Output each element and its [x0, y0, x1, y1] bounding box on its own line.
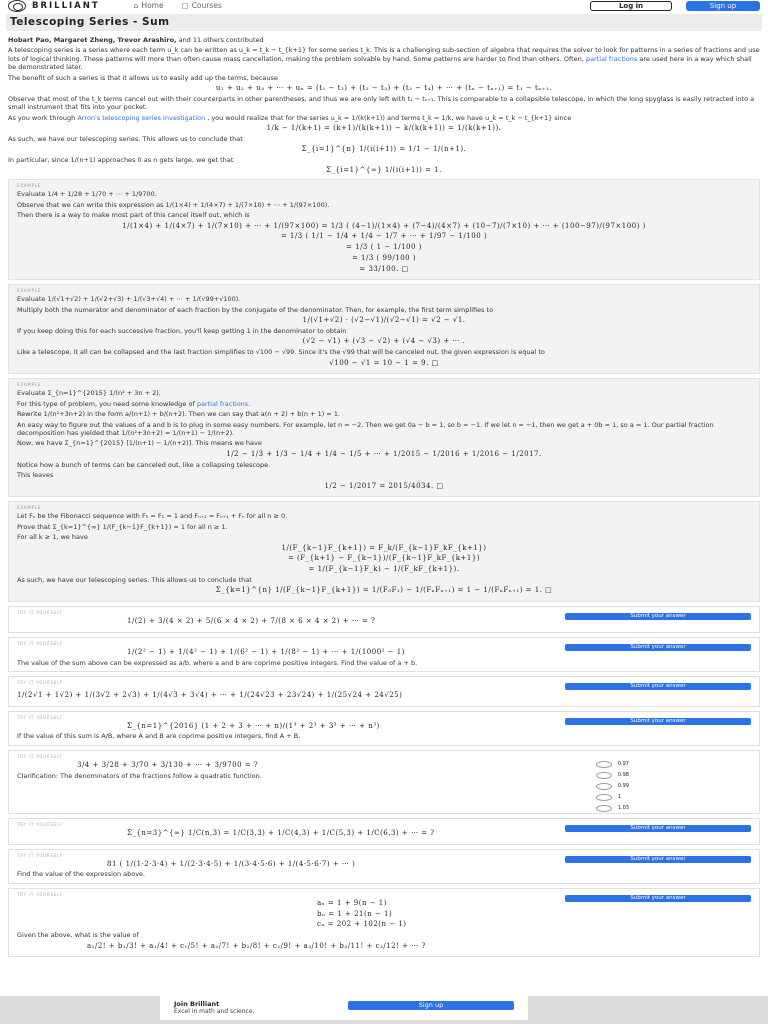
problem-label: TRY IT YOURSELF — [17, 753, 64, 759]
choice-label: 0.98 — [617, 772, 629, 779]
problem-equation: aₙ = 1 + 9(n − 1) — [317, 898, 387, 907]
nav-home-label: Home — [141, 1, 164, 11]
submit-answer-button[interactable]: Submit your answer — [565, 613, 751, 620]
problem-equation: 1/(2√1 + 1√2) + 1/(3√2 + 2√3) + 1/(4√3 + 3√4) + ⋯ + 1/(24√23 + 23√24) + 1/(25√24 + 24√25) — [17, 690, 403, 699]
problem-text: Given the above, what is the value of — [17, 931, 139, 940]
problem-label: TRY IT YOURSELF — [17, 679, 64, 685]
submit-answer-button[interactable]: Submit your answer — [565, 825, 751, 832]
problem-label: TRY IT YOURSELF — [17, 714, 64, 720]
choice-label: 0.97 — [617, 761, 629, 768]
choice-option[interactable] — [596, 803, 629, 814]
example-text: For this type of problem, you need some knowledge of partial fractions. — [17, 399, 251, 408]
example-equation: = 1/3 ( 1 − 1/100 ) — [346, 243, 422, 251]
example-text: Multiply both the numerator and denominator of each fraction by the conjugate of the denominator. Then, for example, the first term simplifies to — [17, 305, 494, 314]
investigation-link[interactable]: Arron's telescoping series investigation — [77, 113, 206, 122]
problem-card — [8, 849, 760, 884]
choice-option[interactable] — [596, 781, 629, 792]
answer-choices — [596, 759, 629, 814]
example-text: Then there is a way to make most part of this cancel itself out, which is — [17, 211, 250, 220]
intro-paragraph-5: As such, we have our telescoping series. This allows us to conclude that — [8, 134, 243, 143]
nav-courses[interactable] — [182, 1, 222, 10]
example-equation: 1/(√1+√2) · (√2−√1)/(√2−√1) = √2 − √1. — [302, 316, 466, 325]
radio-button[interactable] — [596, 783, 612, 790]
partial-sum-formula: Σ_{i=1}^{n} 1/(i(i+1)) = 1/1 − 1/(n+1). — [301, 145, 467, 154]
infinite-sum-formula: Σ_{i=1}^{∞} 1/(i(i+1)) = 1. — [326, 166, 442, 175]
join-signup-button[interactable]: Sign up — [348, 1001, 514, 1010]
problem-card — [8, 637, 760, 672]
page-title: Telescoping Series - Sum — [10, 16, 170, 28]
courses-icon: ▢ — [181, 1, 189, 11]
example-text: This leaves — [17, 471, 54, 480]
intro-p4a: As you work through — [8, 113, 76, 122]
problem-equation: bₙ = 1 + 21(n − 1) — [317, 909, 393, 918]
problem-text: Find the value of the expression above. — [17, 870, 146, 879]
radio-button[interactable] — [596, 772, 612, 779]
example-label: EXAMPLE — [17, 183, 42, 189]
problem-text: If the value of this sum is A/B, where A and B are coprime positive integers, find A + B. — [17, 732, 301, 741]
problem-text: Clarification: The denominators of the fractions follow a quadratic function. — [17, 771, 262, 780]
nav-courses-label: Courses — [191, 1, 222, 11]
example-card — [8, 378, 760, 497]
submit-answer-button[interactable]: Submit your answer — [565, 895, 751, 902]
example-equation: = 33/100. □ — [359, 264, 409, 273]
choice-label: 1.03 — [617, 805, 629, 812]
brilliant-logo-icon — [8, 0, 26, 12]
problem-equation: a₁/2! + b₁/3! + a₁/4! + c₁/5! + a₂/7! + b₂/8! + c₂/9! + a₃/10! + b₃/11! + c₃/12! + ⋯ ? — [87, 941, 426, 950]
submit-answer-button[interactable]: Submit your answer — [565, 856, 751, 863]
nav-home[interactable] — [134, 1, 164, 10]
example-card — [8, 284, 760, 374]
intro-paragraph-1 — [8, 46, 760, 71]
brand-name: BRILLIANT — [32, 0, 100, 11]
intro-p4b: , you would realize that for the series u_k = 1/(k(k+1)) and terms t_k = 1/k, we have u_k = t_k − t_{k+1} since — [207, 113, 572, 122]
join-title: Join Brilliant — [174, 1000, 220, 1008]
problem-card — [8, 888, 760, 957]
signup-button[interactable]: Sign up — [686, 1, 760, 11]
problem-equation: 1/(2² − 1) + 1/(4² − 1) + 1/(6² − 1) + 1/(8² − 1) + ⋯ + 1/(1000² − 1) — [127, 647, 405, 656]
example-text: As such, we have our telescoping series. This allows us to conclude that — [17, 575, 252, 584]
example-equation: 1/2 − 1/3 + 1/3 − 1/4 + 1/4 − 1/5 + ⋯ + 1/2015 − 1/2016 + 1/2016 − 1/2017. — [226, 449, 542, 458]
intro-paragraph-4 — [8, 114, 760, 122]
radio-button[interactable] — [596, 805, 612, 812]
author-line — [8, 36, 760, 44]
example-equation: √100 − √1 = 10 − 1 = 9. □ — [329, 358, 439, 367]
join-banner — [0, 996, 768, 1024]
intro-paragraph-6: In particular, since 1/(n+1) approaches 0 as n gets large, we get that — [8, 156, 234, 164]
problem-label: TRY IT YOURSELF — [17, 852, 64, 858]
example-equation: 1/(F_{k−1}F_{k+1}) = F_k/(F_{k−1}F_kF_{k+1}) — [281, 543, 487, 552]
example-label: EXAMPLE — [17, 382, 42, 388]
intro-paragraph-3: Observe that most of the t_k terms cancel out with their counterparts in other parentheses, and thus we are only left with t₁ − tₙ₊₁. This is comparable to a collapsible telescope, in which the long spyglass is easily retracted into a small instrument that fits into your pocket. — [8, 94, 755, 112]
problem-equation: 3/4 + 3/28 + 3/70 + 3/130 + ⋯ + 3/9700 = ? — [77, 760, 259, 769]
problem-card — [8, 818, 760, 845]
choice-label: 1 — [617, 794, 622, 801]
telescoping-identity: u₁ + u₂ + u₃ + ⋯ + uₙ = (t₁ − t₂) + (t₂ − t₃) + (t₃ − t₄) + ⋯ + (tₙ − tₙ₊₁) = t₁ − tₙ₊₁. — [215, 84, 553, 92]
problem-card — [8, 606, 760, 633]
radio-button[interactable] — [596, 794, 612, 801]
example-equation: 1/(1×4) + 1/(4×7) + 1/(7×10) + ⋯ + 1/(97×100) = 1/3 ( (4−1)/(1×4) + (7−4)/(4×7) + (10−7)/(7×10) + ⋯ + (100−97)/(97×100) ) — [122, 221, 646, 230]
example-equation: (√2 − √1) + (√3 − √2) + (√4 − √3) + ⋯ . — [302, 337, 466, 346]
example-text: Now, we have Σ_{n=1}^{2015} [1/(n+1) − 1/(n+2)]. This means we have — [17, 439, 262, 448]
example-equation: = 1/(F_{k−1}F_k) − 1/(F_kF_{k+1}). — [308, 565, 460, 574]
join-box — [160, 996, 528, 1020]
problem-card — [8, 711, 760, 746]
example-label: EXAMPLE — [17, 505, 42, 511]
choice-option[interactable] — [596, 770, 629, 781]
example-card — [8, 179, 760, 280]
title-bar — [6, 14, 762, 31]
brand-logo[interactable] — [8, 0, 100, 12]
problem-label: TRY IT YOURSELF — [17, 821, 64, 827]
login-button[interactable]: Log in — [590, 1, 672, 11]
problem-equation: 1/(2) + 3/(4 × 2) + 5/(6 × 4 × 2) + 7/(8 × 6 × 4 × 2) + ⋯ = ? — [127, 617, 376, 625]
difference-identity: 1/k − 1/(k+1) = (k+1)/(k(k+1)) − k/(k(k+1)) = 1/(k(k+1)). — [266, 124, 502, 133]
choice-option[interactable] — [596, 759, 629, 770]
example-text: Rewrite 1/(n²+3n+2) in the form a/(n+1) + b/(n+2). Then we can say that a(n + 2) + b(n + 1) = 1. — [17, 410, 341, 419]
example-text: Prove that Σ_{k=1}^{∞} 1/(F_{k−1}F_{k+1}) = 1 for all n ≥ 1. — [17, 522, 228, 531]
problem-label: TRY IT YOURSELF — [17, 640, 64, 646]
problem-card — [8, 750, 760, 814]
choice-option[interactable] — [596, 792, 629, 803]
submit-answer-button[interactable]: Submit your answer — [565, 644, 751, 651]
example-prompt: Evaluate 1/(√1+√2) + 1/(√2+√3) + 1/(√3+√4) + ⋯ + 1/(√99+√100). — [17, 295, 241, 304]
example-text: Notice how a bunch of terms can be canceled out, like a collapsing telescope. — [17, 460, 271, 469]
example-equation: = 1/3 ( 1/1 − 1/4 + 1/4 − 1/7 + ⋯ + 1/97 − 1/100 ) — [280, 232, 488, 241]
join-subtitle: Excel in math and science. — [174, 1008, 255, 1016]
problem-card — [8, 676, 760, 707]
problem-equation: Σ_{n=3}^{∞} 1/C(n,3) = 1/C(3,3) + 1/C(4,3) + 1/C(5,3) + 1/C(6,3) + ⋯ = ? — [127, 828, 435, 837]
submit-answer-button[interactable]: Submit your answer — [565, 718, 751, 725]
example-text: Observe that we can write this expression as 1/(1×4) + 1/(4×7) + 1/(7×10) + ⋯ + 1/(97×100). — [17, 200, 330, 209]
example-text: For all k ≥ 1, we have — [17, 533, 88, 542]
example-text: Like a telescope, it all can be collapsed and the last fraction simplifies to √100 − √99. Since it's the √99 that will be canceled out, the given expression is equal to — [17, 348, 545, 357]
problem-label: TRY IT YOURSELF — [17, 891, 64, 897]
article-body — [0, 46, 768, 957]
problem-text: The value of the sum above can be expressed as a/b, where a and b are coprime positive integers. Find the value of a + b. — [17, 658, 418, 667]
partial-fractions-link[interactable]: partial fractions — [585, 54, 638, 63]
example-label: EXAMPLE — [17, 288, 42, 294]
example-text-span: For this type of problem, you need some knowledge of — [17, 399, 195, 408]
author-names[interactable]: Hobart Pao, Margaret Zheng, Trevor Arashiro, — [8, 36, 177, 45]
home-icon: ⌂ — [133, 1, 139, 11]
example-equation: = 1/3 ( 99/100 ) — [351, 253, 417, 262]
example-card — [8, 501, 760, 602]
problem-label: TRY IT YOURSELF — [17, 610, 64, 615]
problem-equation: Σ_{n=1}^{2016} (1 + 2 + 3 + ⋯ + n)/(1³ + 2³ + 3³ + ⋯ + n³) — [127, 721, 380, 730]
top-nav — [0, 0, 768, 12]
partial-fractions-link[interactable]: partial fractions — [196, 399, 249, 408]
problem-equation: 81 ( 1/(1·2·3·4) + 1/(2·3·4·5) + 1/(3·4·5·6) + 1/(4·5·6·7) + ⋯ ) — [107, 859, 356, 868]
example-equation: Σ_{k=1}^{n} 1/(F_{k−1}F_{k+1}) = 1/(F₀F₁) − 1/(FₙFₙ₊₁) = 1 − 1/(FₙFₙ₊₁) = 1. □ — [215, 586, 553, 595]
example-text: An easy way to figure out the values of a and b is to plug in some easy numbers. For example, let n = −2. Then we get 0a − b = 1, so b = −1. If we let n = −1, then we get a + 0b = 1, so a = 1. Our partial fraction decomposition has yielded that 1/(n²+3n+2) = 1/(n+1) − 1/(n+2). — [17, 420, 714, 437]
example-prompt: Let Fₙ be the Fibonacci sequence with F₀ = F₁ = 1 and Fₙ₊₂ = Fₙ₊₁ + Fₙ for all n ≥ 0. — [17, 512, 288, 521]
intro-p1-tail: are used here in a way which shall be demonstrated later. — [8, 54, 752, 72]
example-equation: 1/2 − 1/2017 = 2015/4034. □ — [324, 481, 444, 490]
submit-answer-button[interactable]: Submit your answer — [565, 683, 751, 690]
radio-button[interactable] — [596, 761, 612, 768]
example-equation: = (F_{k+1} − F_{k−1})/(F_{k−1}F_kF_{k+1}) — [287, 554, 481, 563]
contributors-count[interactable]: and 11 others contributed — [178, 36, 264, 45]
choice-label: 0.99 — [617, 783, 629, 790]
example-text: If you keep doing this for each successive fraction, you'll keep getting 1 in the denominator to obtain — [17, 326, 347, 335]
example-prompt: Evaluate Σ_{n=1}^{2015} 1/(n² + 3n + 2). — [17, 389, 161, 398]
intro-p1-text: A telescoping series is a series where each term u_k can be written as u_k = t_k − t_{k+1} for some series t_k. This is a challenging sub-section of algebra that requires the solver to look for patterns in a series of fractions and use lots of logical thinking. These patterns will more than often cause mass cancellation, making the problem solvable by hand. Some patterns are harder to find than others. Often, — [8, 46, 760, 63]
problem-equation: cₙ = 202 + 102(n − 1) — [317, 920, 407, 929]
intro-paragraph-2: The benefit of such a series is that it allows us to easily add up the terms, because — [8, 73, 278, 82]
example-prompt: Evaluate 1/4 + 1/28 + 1/70 + ⋯ + 1/9700. — [17, 190, 157, 199]
